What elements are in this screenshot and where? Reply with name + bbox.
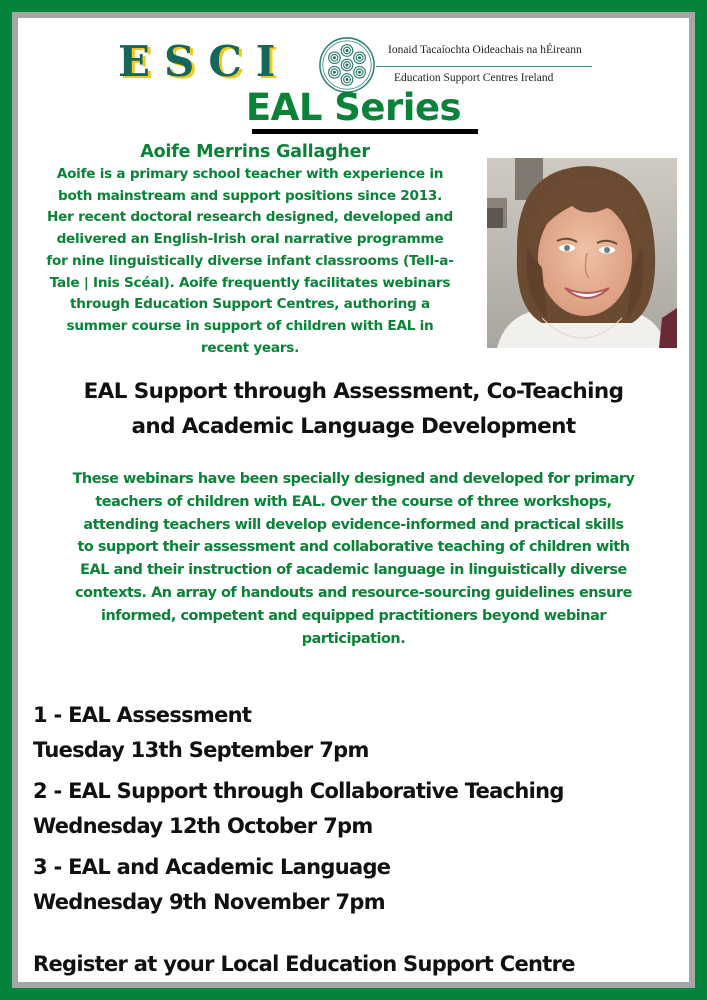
bio-line: through Education Support Centres, authoring a [70,296,430,313]
portrait-image [487,158,677,348]
presenter-photo [487,158,677,348]
session-date: Tuesday 13th September 7pm [33,738,369,762]
bio-line: for nine linguistically diverse infant classrooms (Tell-a- [46,252,454,269]
bio-line: summer course in support of children with EAL in [66,317,434,334]
presenter-name: Aoife Merrins Gallagher [140,142,370,162]
description-line: attending teachers will develop evidence-informed and practical skills [83,516,624,533]
course-title [18,374,689,444]
logo-irish-name: Ionaid Tacaíochta Oideachais na hÉireann [388,44,582,56]
session-list [33,698,683,926]
session-item [33,774,683,844]
outer-border-frame [12,12,695,988]
description-line: These webinars have been specially designed and developed for primary [72,471,635,487]
course-description [18,468,689,650]
series-title: EAL Series [245,86,462,129]
bio-line: Aoife is a primary school teacher with experience in [56,166,444,182]
bio-line: both mainstream and support positions since 2013. [57,187,443,204]
description-line: participation. [301,630,406,647]
logo-divider [376,66,592,67]
register-call-to-action: Register at your Local Education Support Centre [33,952,575,976]
session-title: 2 - EAL Support through Collaborative Teaching [33,779,564,803]
session-item [33,850,683,920]
session-item [33,698,683,768]
presenter-bio [22,140,478,359]
session-title: 3 - EAL and Academic Language [33,855,391,879]
bio-line: delivered an English-Irish oral narrative programme [56,231,444,248]
course-title-line: EAL Support through Assessment, Co-Teaching [83,379,624,404]
bio-line: Tale | Inis Scéal). Aoife frequently facilitates webinars [49,274,451,291]
logo-letters: ESCI [118,37,290,86]
bio-line: recent years. [200,339,300,356]
description-line: informed, competent and equipped practitioners beyond webinar [101,607,606,624]
series-title-underline [252,129,478,134]
esci-logo [118,34,598,94]
session-date: Wednesday 12th October 7pm [33,814,373,838]
flyer-page [18,18,689,982]
presenter-bio-text [22,164,478,359]
description-line: EAL and their instruction of academic language in linguistically diverse [80,562,627,579]
session-title: 1 - EAL Assessment [33,703,252,727]
bio-line: Her recent doctoral research designed, developed and [47,209,453,226]
logo-english-name: Education Support Centres Ireland [394,72,554,84]
session-date: Wednesday 9th November 7pm [33,890,385,914]
description-line: teachers of children with EAL. Over the course of three workshops, [95,493,612,510]
description-line: to support their assessment and collaborative teaching of children with [77,539,630,556]
course-title-line: and Academic Language Development [131,414,576,439]
description-line: contexts. An array of handouts and resource-sourcing guidelines ensure [75,584,632,601]
